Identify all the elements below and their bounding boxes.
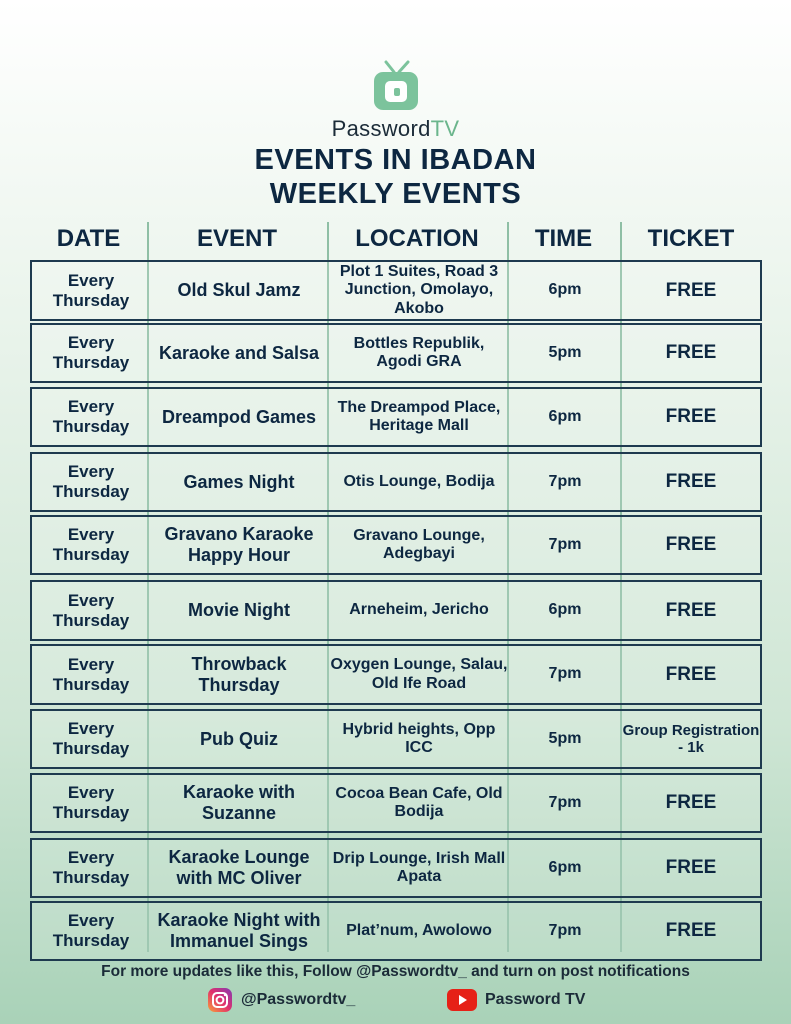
event-ticket: FREE xyxy=(665,279,717,301)
header-time: TIME xyxy=(534,225,593,252)
header-location: LOCATION xyxy=(355,225,479,252)
event-ticket: FREE xyxy=(665,534,717,556)
event-time: 5pm xyxy=(548,729,582,747)
event-location: Bottles Republik, Agodi GRA xyxy=(353,334,485,370)
event-date: Every Thursday xyxy=(52,525,130,564)
event-date: Every Thursday xyxy=(52,783,130,822)
instagram-icon xyxy=(207,987,233,1013)
event-ticket: FREE xyxy=(665,471,717,493)
event-ticket: FREE xyxy=(665,663,717,685)
event-date: Every Thursday xyxy=(52,462,130,501)
event-location: Hybrid heights, Opp ICC xyxy=(342,720,496,756)
table-row xyxy=(30,901,762,961)
event-ticket: FREE xyxy=(665,857,717,879)
event-time: 7pm xyxy=(548,665,582,683)
event-name: Karaoke with Suzanne xyxy=(182,782,296,823)
page-subtitle: WEEKLY EVENTS xyxy=(269,178,522,210)
instagram-handle: @Passwordtv_ xyxy=(241,991,356,1008)
event-date: Every Thursday xyxy=(52,654,130,694)
event-location: Gravano Lounge, Adegbayi xyxy=(353,526,485,562)
event-location: Plat’num, Awolowo xyxy=(346,921,492,939)
event-time: 7pm xyxy=(548,535,582,553)
event-location: Otis Lounge, Bodija xyxy=(343,472,495,490)
youtube-icon xyxy=(447,989,477,1011)
event-date: Every Thursday xyxy=(52,590,130,630)
event-ticket: FREE xyxy=(665,342,717,364)
tv-logo-icon xyxy=(372,58,420,114)
event-ticket: Group Registration - 1k xyxy=(622,721,760,756)
table-header xyxy=(30,225,762,257)
event-name: Old Skul Jamz xyxy=(177,280,301,301)
event-date: Every Thursday xyxy=(52,911,130,950)
event-ticket: FREE xyxy=(665,920,717,942)
header-event: EVENT xyxy=(196,225,277,252)
youtube-channel: Password TV xyxy=(485,991,586,1008)
event-location: Drip Lounge, Irish Mall Apata xyxy=(332,849,506,885)
event-time: 6pm xyxy=(548,858,582,876)
event-date: Every Thursday xyxy=(52,848,130,887)
event-date: Every Thursday xyxy=(52,270,130,310)
event-time: 6pm xyxy=(548,601,582,619)
youtube-link[interactable] xyxy=(447,986,585,1014)
table-row xyxy=(30,644,762,705)
brand-name: PasswordTV xyxy=(331,116,460,141)
event-time: 7pm xyxy=(548,472,582,490)
event-name: Dreampod Games xyxy=(161,406,317,427)
event-location: Cocoa Bean Cafe, Old Bodija xyxy=(335,784,503,820)
event-time: 5pm xyxy=(548,343,582,361)
event-name: Karaoke Night with Immanuel Sings xyxy=(157,910,321,951)
table-row xyxy=(30,452,762,512)
table-row xyxy=(30,773,762,833)
event-location: The Dreampod Place, Heritage Mall xyxy=(337,398,501,434)
page-title: EVENTS IN IBADAN xyxy=(254,144,537,176)
table-row xyxy=(30,515,762,575)
footer-text: For more updates like this, Follow @Passwordtv_ and turn on post notifications xyxy=(101,963,690,980)
event-name: Gravano Karaoke Happy Hour xyxy=(164,524,314,565)
event-name: Pub Quiz xyxy=(200,728,278,749)
event-date: Every Thursday xyxy=(52,719,130,758)
event-ticket: FREE xyxy=(665,599,717,621)
event-location: Oxygen Lounge, Salau, Old Ife Road xyxy=(330,656,508,692)
logo xyxy=(0,58,791,142)
event-time: 6pm xyxy=(548,281,582,299)
event-location: Arneheim, Jericho xyxy=(349,601,489,619)
event-time: 7pm xyxy=(548,921,582,939)
table-row xyxy=(30,323,762,383)
table-row xyxy=(30,260,762,321)
instagram-link[interactable] xyxy=(207,986,355,1014)
header-date: DATE xyxy=(56,225,121,252)
event-name: Throwback Thursday xyxy=(191,653,287,695)
header-ticket: TICKET xyxy=(647,225,735,252)
table-row xyxy=(30,580,762,641)
event-name: Movie Night xyxy=(188,600,290,621)
event-time: 7pm xyxy=(548,793,582,811)
event-date: Every Thursday xyxy=(52,397,130,436)
event-time: 6pm xyxy=(548,407,582,425)
table-row xyxy=(30,387,762,447)
table-row xyxy=(30,838,762,898)
event-name: Karaoke Lounge with MC Oliver xyxy=(168,847,310,888)
event-date: Every Thursday xyxy=(52,333,130,372)
event-name: Games Night xyxy=(183,471,295,492)
event-ticket: FREE xyxy=(665,406,717,428)
event-ticket: FREE xyxy=(665,792,717,814)
event-location: Plot 1 Suites, Road 3 Junction, Omolayo, Akobo xyxy=(339,262,499,317)
event-name: Karaoke and Salsa xyxy=(158,342,320,363)
table-row xyxy=(30,709,762,769)
